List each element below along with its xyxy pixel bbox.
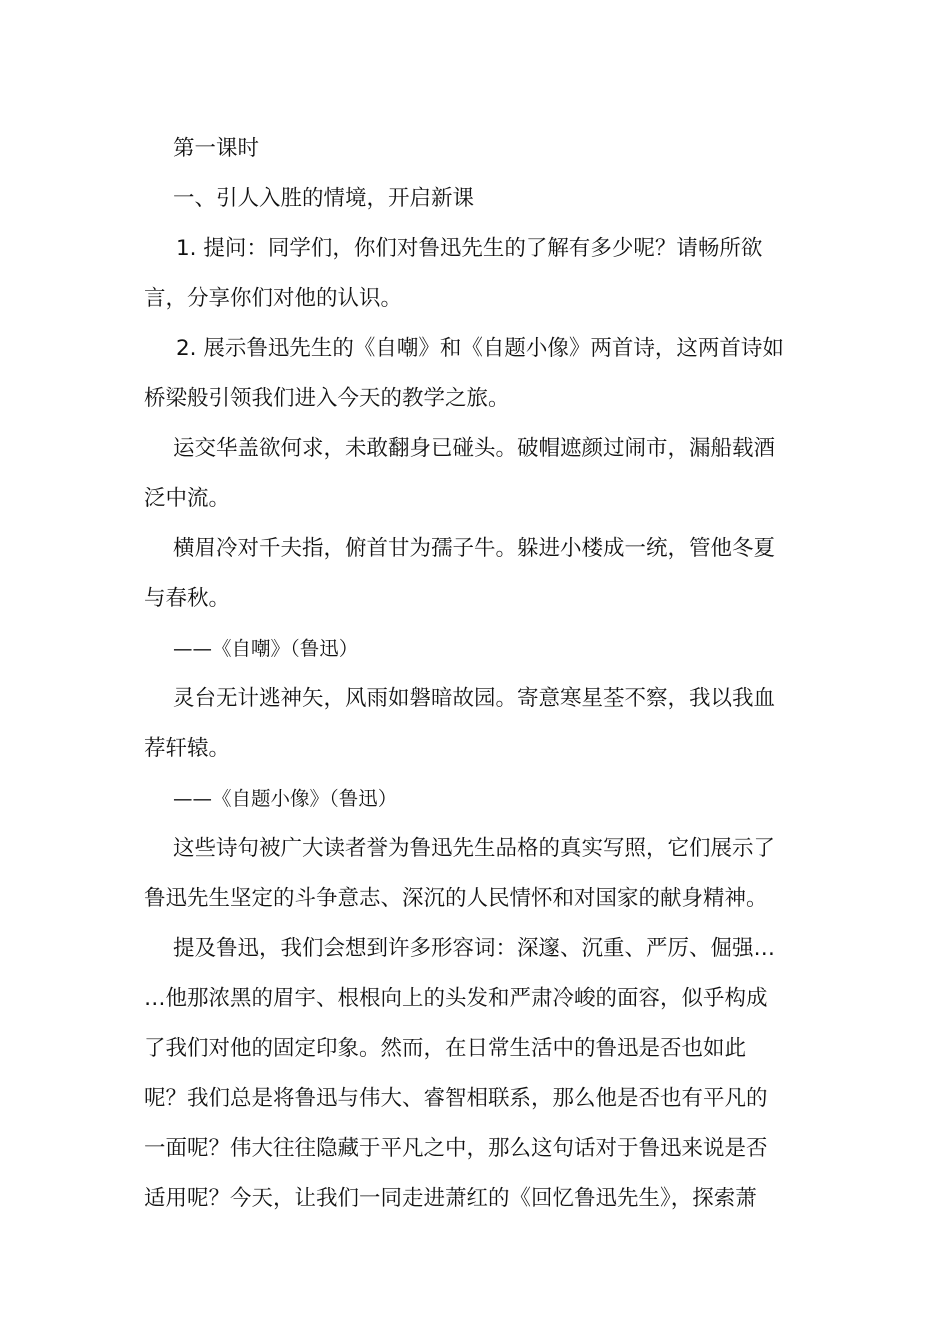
lesson-heading: 第一课时 (173, 136, 260, 161)
paragraph-line: 这些诗句被广大读者誉为鲁迅先生品格的真实写照，它们展示了 (173, 836, 776, 861)
poem-line: 泛中流。 (144, 486, 231, 511)
paragraph-line: 言，分享你们对他的认识。 (144, 286, 403, 311)
poem-attribution: ——《自题小像》（鲁迅） (173, 787, 398, 810)
poem-line: 荐轩辕。 (144, 736, 231, 761)
paragraph-line: 一面呢？伟大往往隐藏于平凡之中，那么这句话对于鲁迅来说是否 (144, 1136, 768, 1161)
paragraph-line: …他那浓黑的眉宇、根根向上的头发和严肃冷峻的面容，似乎构成 (144, 986, 768, 1011)
poem-line: 横眉冷对千夫指，俯首甘为孺子牛。躲进小楼成一统，管他冬夏 (173, 536, 776, 561)
section-heading: 一、引人入胜的情境，开启新课 (173, 186, 475, 211)
paragraph-line: 提及鲁迅，我们会想到许多形容词：深邃、沉重、严厉、倔强… (173, 936, 776, 961)
poem-attribution: ——《自嘲》（鲁迅） (173, 637, 359, 660)
paragraph-line: 桥梁般引领我们进入今天的教学之旅。 (144, 386, 510, 411)
paragraph-line: 呢？我们总是将鲁迅与伟大、睿智相联系，那么他是否也有平凡的 (144, 1086, 768, 1111)
poem-line: 灵台无计逃神矢，风雨如磐暗故园。寄意寒星荃不察，我以我血 (173, 686, 776, 711)
paragraph-line: 了我们对他的固定印象。然而，在日常生活中的鲁迅是否也如此 (144, 1036, 747, 1061)
paragraph-line: 鲁迅先生坚定的斗争意志、深沉的人民情怀和对国家的献身精神。 (144, 886, 768, 911)
paragraph-line: 1. 提问：同学们，你们对鲁迅先生的了解有多少呢？请畅所欲 (176, 236, 763, 261)
paragraph-line: 2. 展示鲁迅先生的《自嘲》和《自题小像》两首诗，这两首诗如 (176, 336, 784, 361)
poem-line: 运交华盖欲何求，未敢翻身已碰头。破帽遮颜过闹市，漏船载酒 (173, 436, 776, 461)
paragraph-line: 适用呢？今天，让我们一同走进萧红的《回忆鲁迅先生》，探索萧 (144, 1186, 757, 1211)
poem-line: 与春秋。 (144, 586, 231, 611)
